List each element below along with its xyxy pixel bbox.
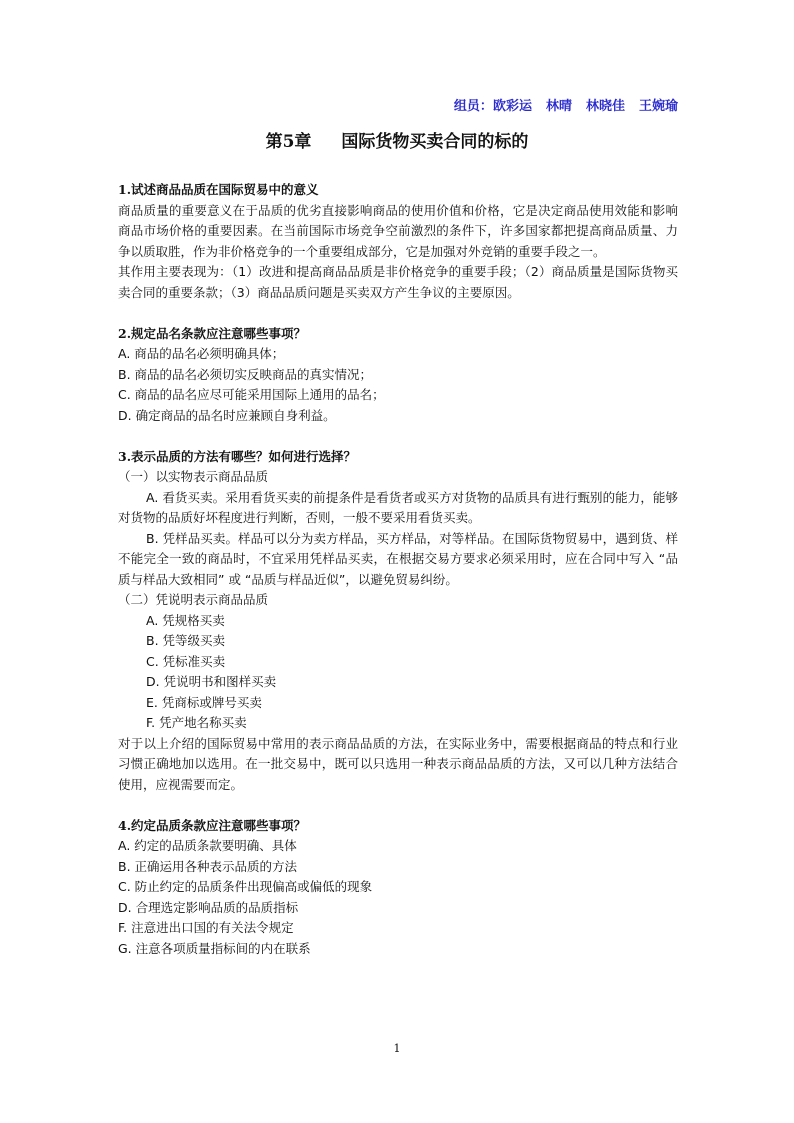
member-name: 王婉瑜: [638, 99, 678, 114]
list-item: B. 凭等级买卖: [146, 633, 226, 648]
subsection-heading: （一）以实物表示商品品质: [118, 469, 269, 484]
section-1-heading: 1.试述商品品质在国际贸易中的意义: [118, 182, 319, 197]
subsection-heading: （二）凭说明表示商品品质: [118, 592, 269, 607]
list-item: D. 合理选定影响品质的品质指标: [118, 899, 299, 915]
section-3-heading: 3.表示品质的方法有哪些？如何进行选择？: [118, 448, 357, 464]
page-number: 1: [393, 1042, 401, 1055]
list-item: B. 商品的品名必须切实反映商品的真实情况；: [118, 366, 373, 382]
list-item: F. 凭产地名称买卖: [146, 715, 247, 730]
group-members-line: [300, 95, 678, 114]
section-1-paragraph: 商品质量的重要意义在于品质的优劣直接影响商品的使用价值和价格，它是决定商品使用效能和影响商品市场价格的重要因素。在当前国际市场竞争空前激烈的条件下，许多国家都把提高商品质量、力争以质取胜，作为非价格竞争的一个重要组成部分，它是加强对外竞销的重要手段之一。: [118, 202, 678, 259]
list-item: F. 注意进出口国的有关法令规定: [118, 920, 294, 935]
section-3-paragraph: A. 看货买卖。采用看货买卖的前提条件是看货者或买方对货物的品质具有进行甄别的能力，能够对货物的品质好坏程度进行判断，否则，一般不要采用看货买卖。: [118, 489, 678, 525]
section-2-heading: 2.规定品名条款应注意哪些事项？: [118, 325, 307, 341]
list-item: D. 确定商品的品名时应兼顾自身利益。: [118, 407, 336, 423]
group-label: 组员：: [453, 99, 493, 114]
list-item: A. 凭规格买卖: [146, 612, 225, 628]
list-item: E. 凭商标或牌号买卖: [146, 694, 262, 710]
section-3-paragraph: B. 凭样品买卖。样品可以分为卖方样品，买方样品，对等样品。在国际货物贸易中，遇到货、样不能完全一致的商品时，不宜采用凭样品买卖，在根据交易方要求必须采用时，应在合同中写入 “品质与样品大致相同” 或 “品质与样品近似”，以避免贸易纠纷。: [118, 530, 678, 587]
list-item: A. 商品的品名必须明确具体；: [118, 346, 285, 361]
section-1-paragraph: 其作用主要表现为：（1）改进和提高商品品质是非价格竞争的重要手段；（2）商品质量是国际货物买卖合同的重要条款；（3）商品品质问题是买卖双方产生争议的主要原因。: [118, 264, 678, 300]
chapter-name: 国际货物买卖合同的标的: [341, 132, 529, 152]
list-item: C. 凭标准买卖: [146, 653, 226, 669]
list-item: A. 约定的品质条款要明确、具体: [118, 838, 297, 853]
chapter-title: [100, 127, 694, 152]
member-name: 林晴: [545, 99, 572, 114]
member-name: 林晓佳: [585, 99, 625, 114]
document-body: [118, 180, 678, 959]
list-item: B. 正确运用各种表示品质的方法: [118, 858, 298, 874]
list-item: C. 商品的品名应尽可能采用国际上通用的品名；: [118, 387, 385, 402]
list-item: G. 注意各项质量指标间的内在联系: [118, 940, 311, 956]
list-item: D. 凭说明书和图样买卖: [146, 674, 277, 689]
section-3-conclusion: 对于以上介绍的国际贸易中常用的表示商品品质的方法，在实际业务中，需要根据商品的特点和行业习惯正确地加以选用。在一批交易中，既可以只选用一种表示商品品质的方法，又可以几种方法结合使用，应视需要而定。: [118, 735, 678, 792]
list-item: C. 防止约定的品质条件出现偏高或偏低的现象: [118, 879, 373, 894]
member-name: 欧彩运: [492, 99, 532, 114]
chapter-number: 第5章: [265, 132, 312, 152]
section-4-heading: 4.约定品质条款应注意哪些事项？: [118, 817, 307, 833]
